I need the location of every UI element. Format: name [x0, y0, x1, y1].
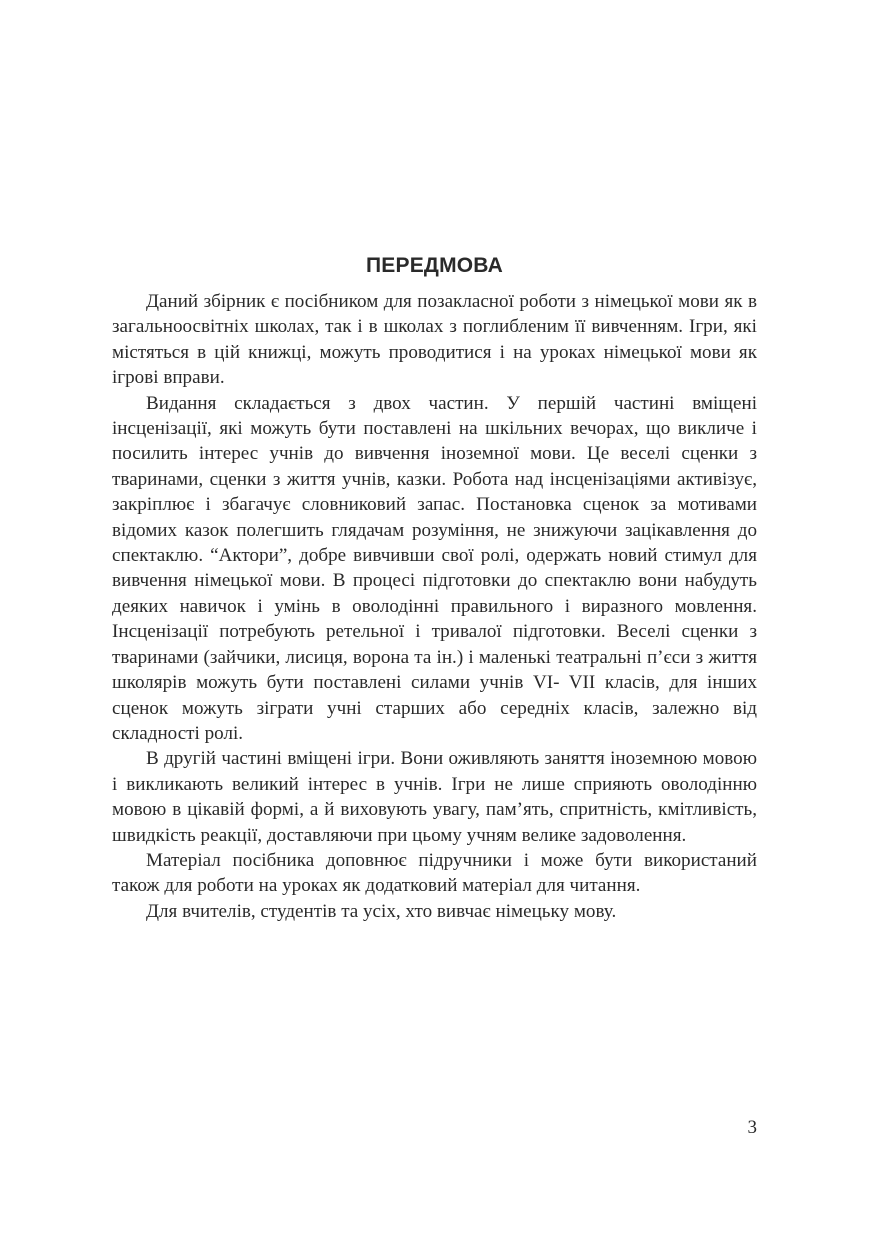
paragraph-3: В другій частині вміщені ігри. Вони оживляють заняття іноземною мовою і викликають великий інтерес в учнів. Ігри не лише сприяють оволодінню мовою в цікавій формі, а й виховують увагу, пам’ять, спритність, кмітливість, швидкість реакції, доставляючи при цьому учням велике задоволення. [112, 748, 757, 846]
paragraph-5: Для вчителів, студентів та усіх, хто вивчає німецьку мову. [146, 900, 617, 922]
paragraph-4: Матеріал посібника доповнює підручники і може бути використаний також для роботи на уроках як додатковий матеріал для читання. [112, 849, 757, 897]
page-number: 3 [747, 1117, 757, 1138]
paragraph-2: Видання складається з двох частин. У першій частині вміщені інсценізації, які можуть бути поставлені на шкільних вечорах, що викличе і посилить інтерес учнів до вивчення іноземної мови. Це веселі сценки з тваринами, сценки з життя учнів, казки. Робота над інсценізаціями активізує, закріплює і збагачує словниковий запас. Постановка сценок за мотивами відомих казок полегшить глядачам розуміння, не знижуючи зацікавлення до спектаклю. “Актори”, добре вивчивши свої ролі, одержать новий стимул для вивчення німецької мови. В процесі підготовки до спектаклю вони набудуть деяких навичок і умінь в оволодінні правильного і виразного мовлення. Інсценізації потребують ретельної і тривалої підготовки. Веселі сценки з тваринами (зайчики, лисиця, ворона та ін.) і маленькі театральні п’єси з життя школярів можуть бути поставлені силами учнів VI- VII класів, для інших сценок можуть зіграти учні старших або середніх класів, залежно від складності ролі. [112, 392, 757, 744]
preface-body [112, 289, 757, 924]
page-title: ПЕРЕДМОВА [366, 254, 503, 277]
paragraph-1: Даний збірник є посібником для позакласної роботи з німецької мови як в загальноосвітніх школах, так і в школах з поглибленим її вивченням. Ігри, які містяться в цій книжці, можуть проводитися і на уроках німецької мови як ігрові вправи. [112, 291, 757, 389]
